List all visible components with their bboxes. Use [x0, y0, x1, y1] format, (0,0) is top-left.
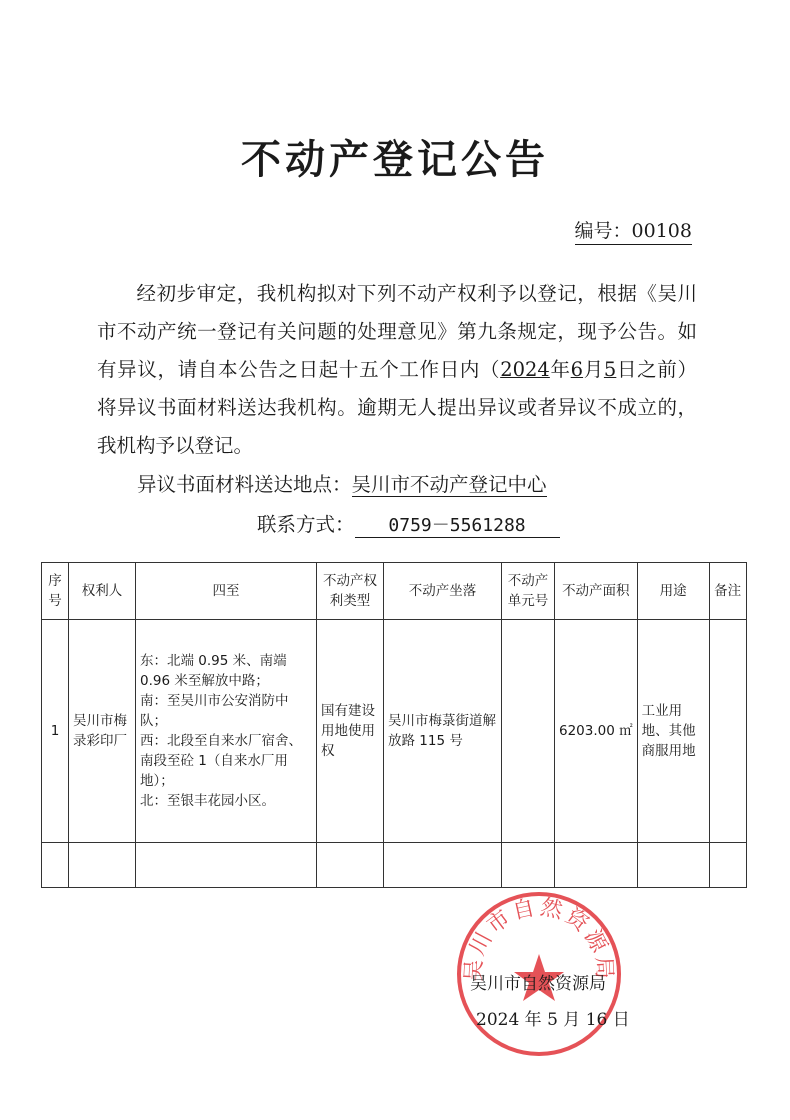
signature-block	[470, 966, 630, 1038]
notice-text-part2: 日之前）将异议书面材料送达我机构。逾期无人提出异议或者异议不成立的，我机构予以登记。	[97, 358, 697, 457]
cell-boundary	[136, 620, 317, 843]
year-unit: 年	[549, 358, 571, 381]
header-holder: 权利人	[69, 563, 136, 620]
empty-cell	[384, 843, 502, 888]
address-label: 异议书面材料送达地点：	[137, 473, 352, 496]
document-number: 编号：00108	[575, 216, 692, 245]
header-usage: 用途	[637, 563, 709, 620]
month-unit: 月	[583, 358, 604, 381]
empty-cell	[555, 843, 638, 888]
notice-paragraph	[97, 275, 697, 465]
empty-cell	[317, 843, 384, 888]
header-boundary: 四至	[136, 563, 317, 620]
issuer-name: 吴川市自然资源局	[470, 974, 606, 994]
deadline-year: 2024	[500, 358, 550, 381]
registration-table	[41, 562, 747, 888]
empty-cell	[637, 843, 709, 888]
boundary-west: 西：北段至自来水厂宿舍、南段至砼 1（自来水厂用地）；	[140, 733, 302, 789]
address-value: 吴川市不动产登记中心	[351, 473, 547, 496]
header-remark: 备注	[709, 563, 746, 620]
seal-text: 吴川市自然资源局	[461, 894, 617, 983]
boundary-south: 南：至吴川市公安消防中队；	[140, 693, 289, 729]
header-unit-no: 不动产单元号	[502, 563, 555, 620]
cell-location: 吴川市梅菉街道解放路 115 号	[384, 620, 502, 843]
cell-right-type: 国有建设用地使用权	[317, 620, 384, 843]
contact-phone: 0759－5561288	[355, 511, 560, 538]
deadline-day: 5	[603, 358, 617, 381]
empty-cell	[709, 843, 746, 888]
boundary-east: 东：北端 0.95 米、南端 0.96 米至解放中路；	[140, 653, 287, 689]
empty-cell	[69, 843, 136, 888]
objection-address	[137, 469, 547, 497]
empty-cell	[136, 843, 317, 888]
contact-info	[257, 509, 560, 538]
header-seq: 序号	[42, 563, 69, 620]
table-row	[42, 620, 747, 843]
notice-title: 不动产登记公告	[241, 136, 549, 183]
cell-unit-no	[502, 620, 555, 843]
table-row-empty	[42, 843, 747, 888]
cell-area: 6203.00 ㎡	[555, 620, 638, 843]
header-area: 不动产面积	[555, 563, 638, 620]
cell-usage: 工业用地、其他商服用地	[637, 620, 709, 843]
empty-cell	[502, 843, 555, 888]
header-location: 不动产坐落	[384, 563, 502, 620]
cell-remark	[709, 620, 746, 843]
table-header-row	[42, 563, 747, 620]
deadline-month: 6	[570, 358, 584, 381]
boundary-north: 北：至银丰花园小区。	[140, 793, 275, 809]
cell-seq: 1	[42, 620, 69, 843]
cell-holder: 吴川市梅录彩印厂	[69, 620, 136, 843]
header-right-type: 不动产权利类型	[317, 563, 384, 620]
notice-text-part1: 经初步审定，我机构拟对下列不动产权利予以登记，根据《吴川市不动产统一登记有关问题的处理意见》第九条规定，现予公告。如有异议，请自本公告之日起十五个工作日内（	[97, 282, 697, 381]
empty-cell	[42, 843, 69, 888]
contact-label: 联系方式：	[257, 513, 355, 536]
issue-date: 2024 年 5 月 16 日	[476, 1010, 630, 1030]
